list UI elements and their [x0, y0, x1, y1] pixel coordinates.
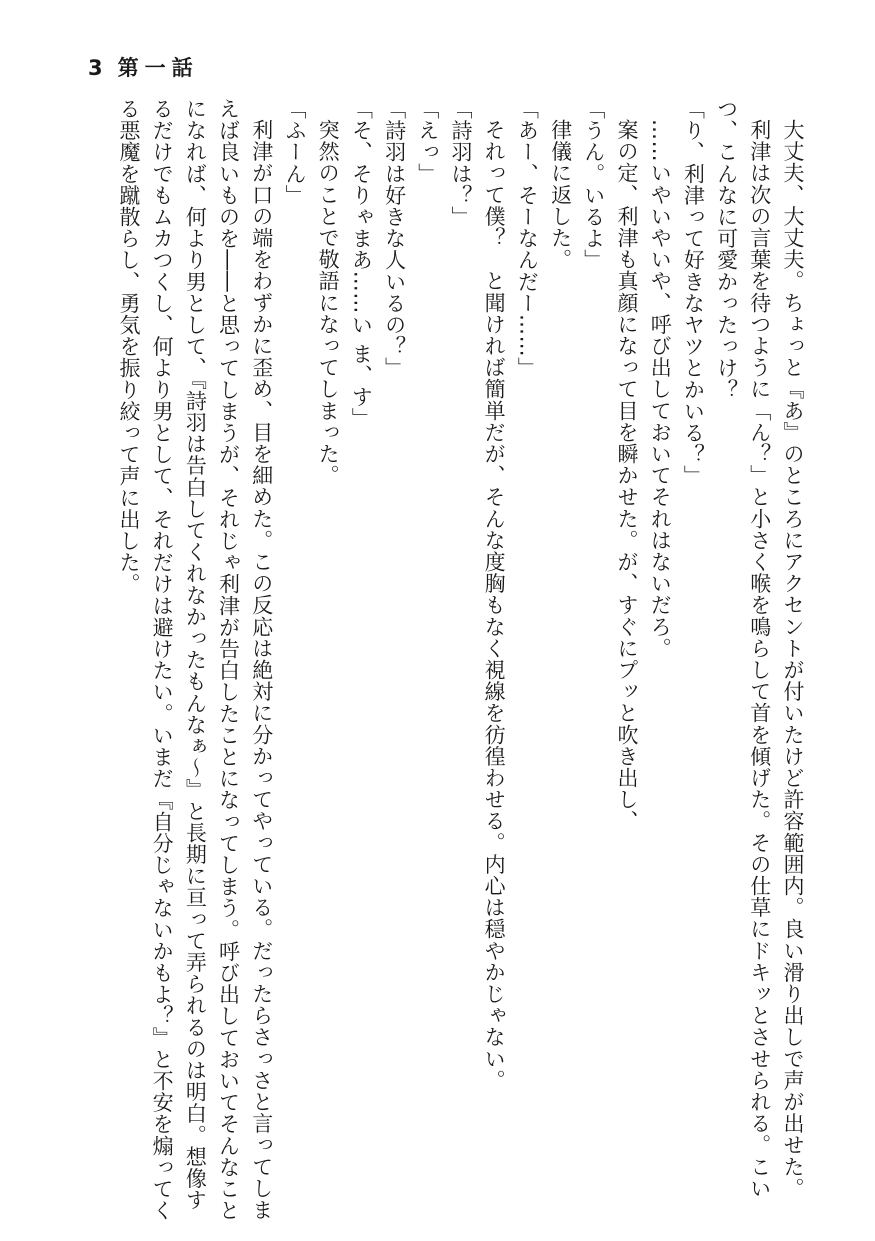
paragraph: 大丈夫、大丈夫。ちょっと『あ』のところにアクセントが付いたけど許容範囲内。良い滑り出しで声が出せた。 — [781, 119, 805, 1199]
chapter-title: 第一話 — [117, 56, 199, 80]
page-header — [88, 52, 199, 82]
paragraph: 「詩羽は？」 — [448, 98, 473, 228]
paragraph: 「うん。いるよ」 — [581, 98, 606, 271]
paragraph: 「えっ」 — [415, 98, 440, 185]
paragraph: それって僕？ と聞ければ簡単だが、そんな度胸もなく視線を彷徨わせる。内心は穏やかじゃない。 — [482, 119, 507, 1091]
vertical-body-text — [49, 98, 809, 1223]
paragraph: 案の定、利津も真顔になって目を瞬かせた。が、すぐにプッと吹き出し、 — [614, 119, 639, 832]
paragraph: 利津は次の言葉を待つように「ん？」と小さく喉を鳴らして首を傾げた。その仕草にドキッとさせられる。こいつ、こんなに可愛かったっけ？ — [714, 98, 772, 1199]
paragraph: 律儀に返した。 — [548, 119, 573, 271]
paragraph: 「ふーん」 — [282, 98, 307, 206]
paragraph: 利津が口の端をわずかに歪め、目を細めた。この反応は絶対に分かってやっている。だったらさっさと言ってしまえば良いものを――と思ってしまうが、それじゃ利津が告白したことになってしまう。呼び出しておいてそんなことになれば、何より男として、『詩羽は告白してくれなかったもんなぁ～』と長期に亘って弄られるのは明白。想像するだけでもムカつくし、何より男として、それだけは避けたい。いまだ『自分じゃないかもよ？』と不安を煽ってくる悪魔を蹴散らし、勇気を振り絞って声に出した。 — [116, 98, 274, 1222]
paragraph: 突然のことで敬語になってしまった。 — [316, 119, 341, 487]
paragraph: 「詩羽は好きな人いるの？」 — [382, 98, 407, 379]
paragraph: 「あー、そーなんだー……」 — [515, 98, 540, 379]
paragraph: 「そ、そりゃまあ……い ま、す」 — [349, 98, 374, 430]
paragraph: ……いやいやいや、呼び出しておいてそれはないだろ。 — [648, 119, 673, 659]
paragraph: 「り、利津って好きなヤツとかいる？」 — [681, 98, 706, 487]
page-number: 3 — [88, 56, 104, 80]
